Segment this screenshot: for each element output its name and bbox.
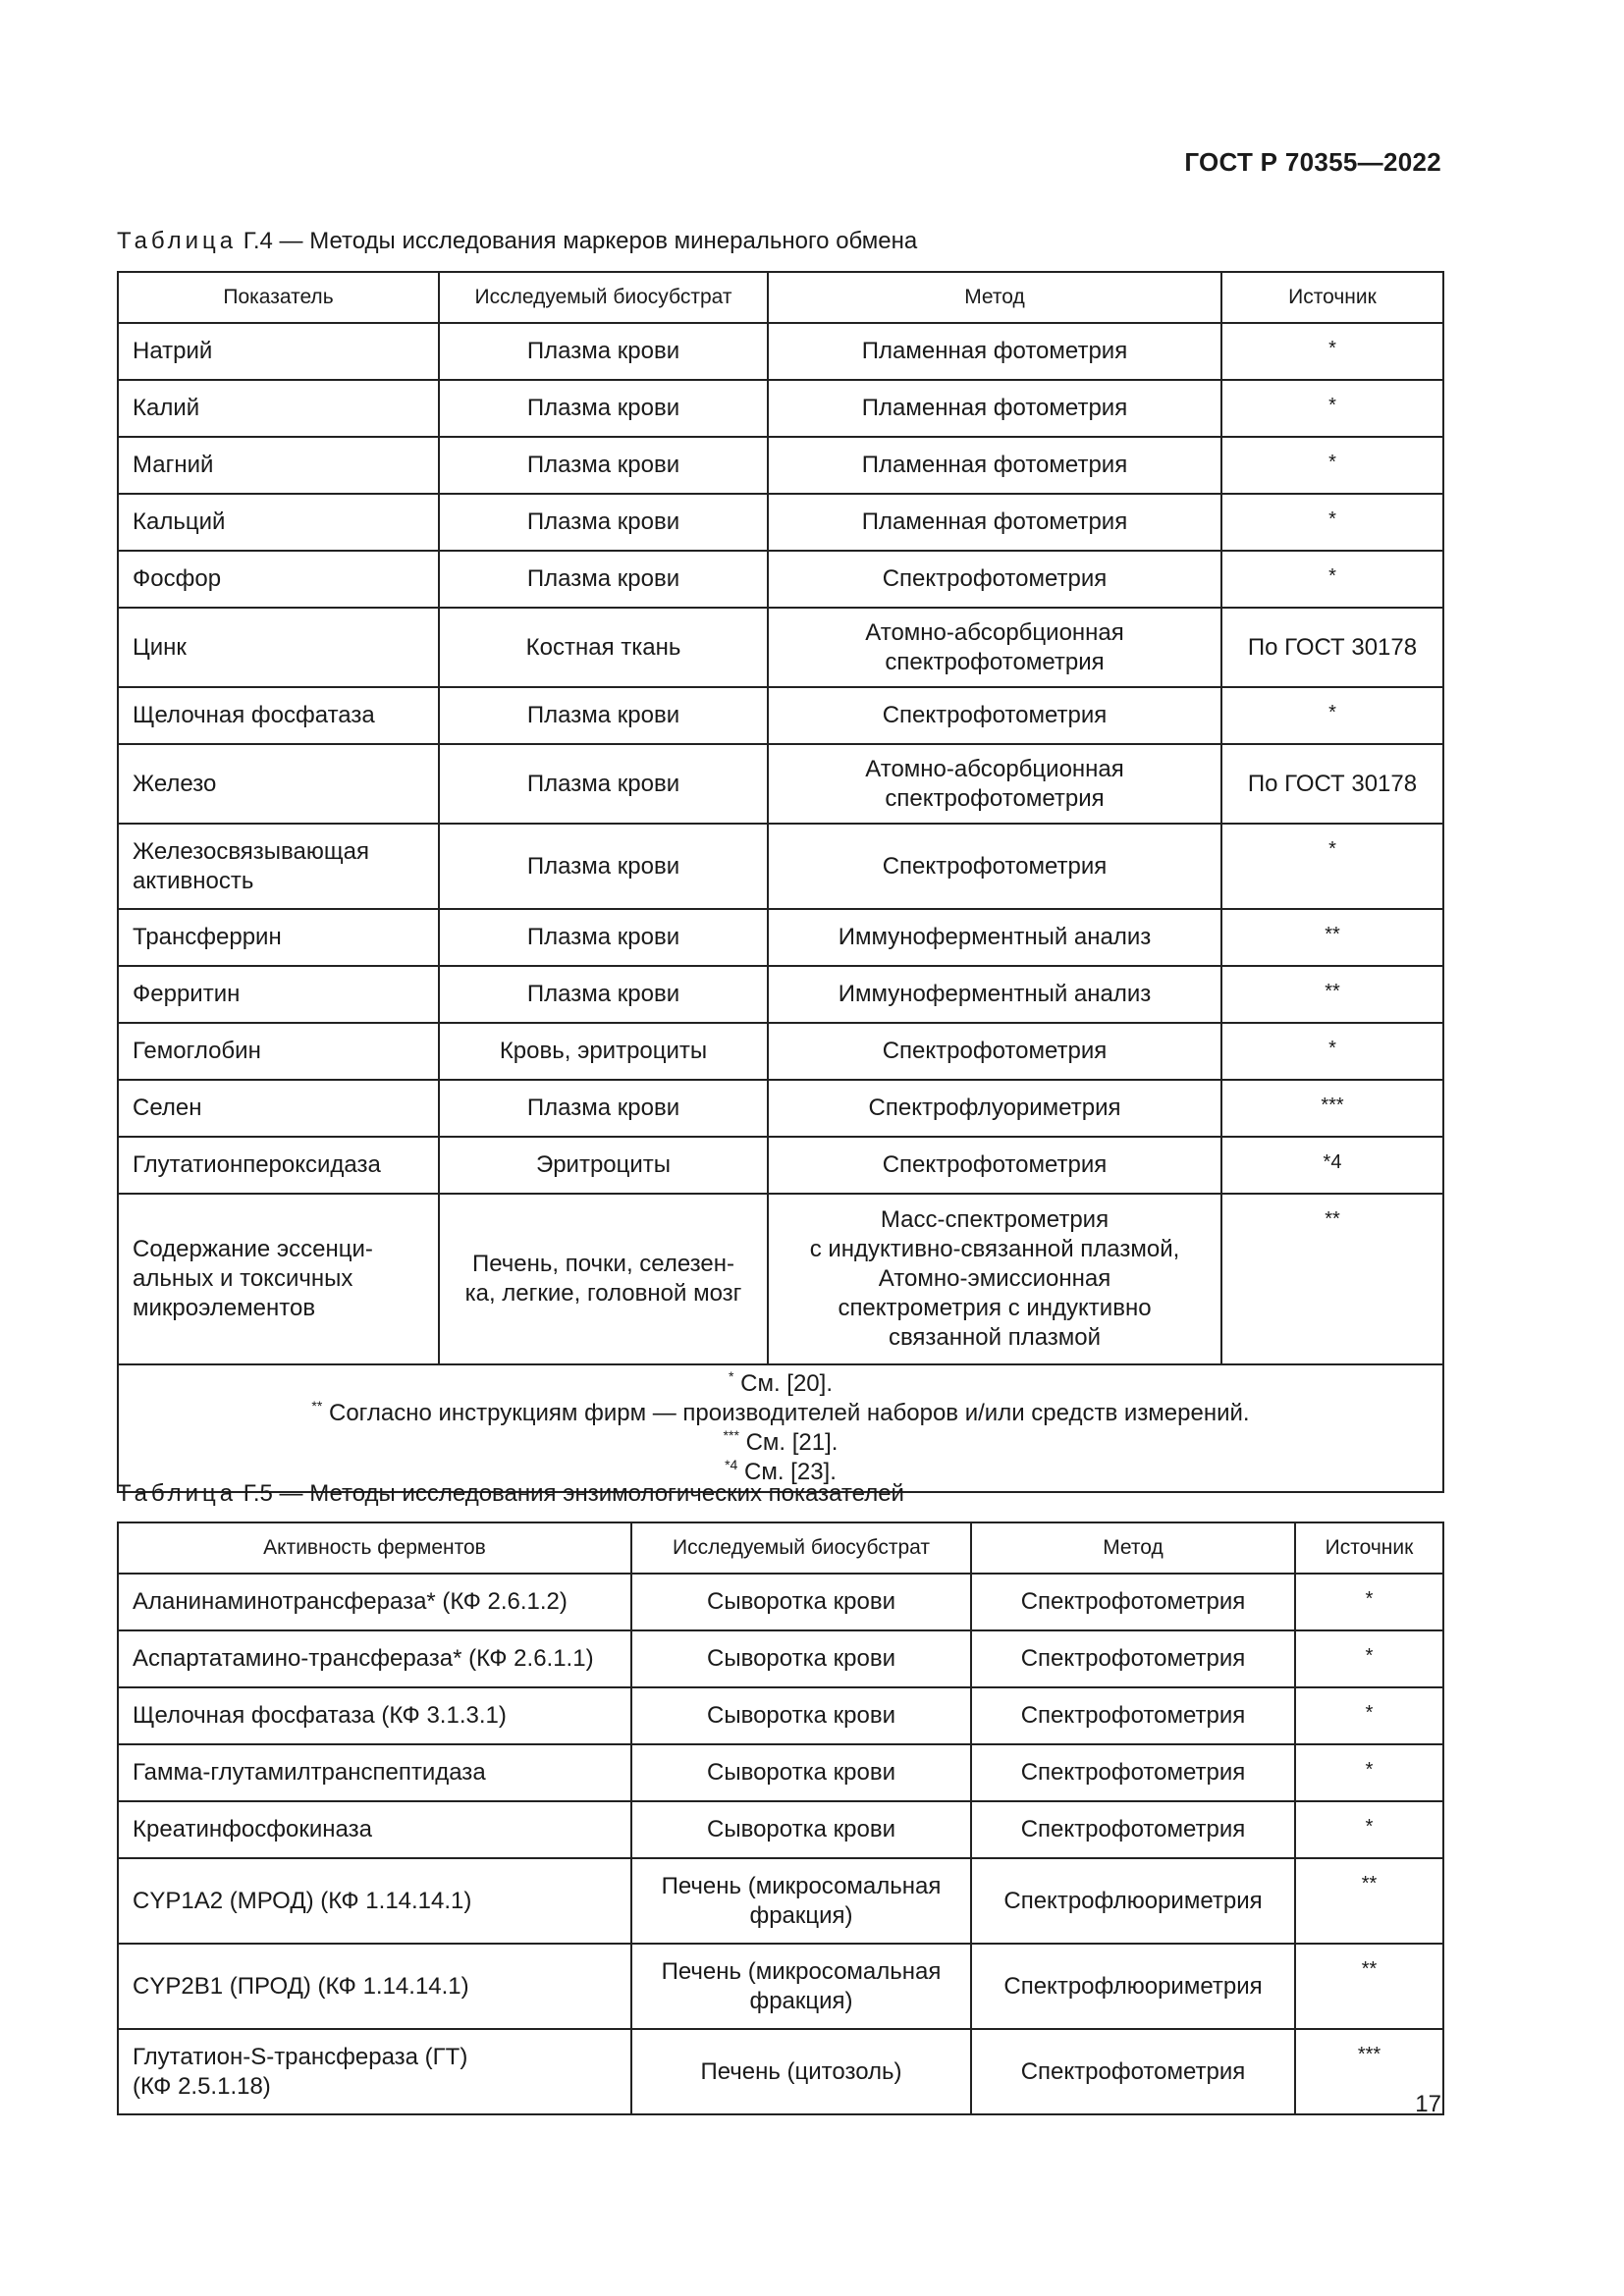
source-cell-line: По ГОСТ 30178: [1247, 633, 1418, 661]
method-cell: [971, 1744, 1295, 1801]
substrate-cell: [439, 687, 768, 744]
method-cell-line: Спектрофлуориметрия: [868, 1095, 1121, 1121]
method-cell-line: спектрофотометрия: [885, 648, 1105, 675]
source-cell-line: *: [1365, 1588, 1374, 1610]
note-line: [133, 1428, 1429, 1458]
source-cell-line: *: [1328, 338, 1336, 359]
substrate-cell: [439, 323, 768, 380]
source-cell-line: **: [1325, 924, 1340, 945]
substrate-cell-line: Костная ткань: [525, 633, 681, 661]
header-cell: Активность ферментов: [118, 1522, 631, 1574]
method-cell: [971, 1574, 1295, 1630]
indicator-cell: [118, 551, 439, 608]
source-cell: [1221, 1137, 1443, 1194]
source-cell-line: По ГОСТ 30178: [1247, 770, 1418, 797]
source-cell: [1221, 824, 1443, 909]
indicator-cell-line: Натрий: [133, 338, 213, 364]
substrate-cell-line: Сыворотка крови: [707, 1759, 895, 1786]
source-cell-line: **: [1325, 981, 1340, 1002]
method-cell: [971, 1630, 1295, 1687]
table-notes: [118, 1364, 1443, 1492]
header-cell: Исследуемый биосубстрат: [631, 1522, 971, 1574]
note-text: Согласно инструкциям фирм — производителей наборов и/или средств измерений.: [322, 1400, 1250, 1426]
substrate-cell: [631, 1744, 971, 1801]
substrate-cell: [631, 1858, 971, 1944]
indicator-cell: [118, 380, 439, 437]
method-cell-line: спектрометрия с индуктивно: [838, 1295, 1152, 1321]
source-cell: [1295, 1630, 1443, 1687]
table-row: [118, 494, 1443, 551]
indicator-cell-line: альных и токсичных: [133, 1265, 353, 1292]
table-row: [118, 966, 1443, 1023]
table-row: [118, 1137, 1443, 1194]
source-cell: [1221, 687, 1443, 744]
indicator-cell: [118, 1080, 439, 1137]
method-cell-line: Спектрофотометрия: [882, 852, 1108, 880]
source-cell-line: *: [1365, 1702, 1374, 1724]
note-mark: **: [311, 1398, 323, 1414]
substrate-cell: [439, 1080, 768, 1137]
substrate-cell-line: Сыворотка крови: [707, 1816, 895, 1842]
method-cell-line: Спектрофотометрия: [1020, 1645, 1246, 1672]
enzyme-cell-line: (КФ 2.5.1.18): [133, 2072, 271, 2100]
source-cell-line: *: [1328, 508, 1336, 530]
method-cell-line: Пламенная фотометрия: [861, 338, 1128, 364]
table-row: [118, 1080, 1443, 1137]
indicator-cell-line: Гемоглобин: [133, 1038, 261, 1064]
substrate-cell-line: Плазма крови: [526, 702, 680, 728]
substrate-cell: [631, 2029, 971, 2114]
method-cell: [768, 1023, 1221, 1080]
indicator-cell-line: Цинк: [133, 633, 187, 661]
enzyme-cell: [118, 2029, 631, 2114]
table-4-caption: [117, 228, 917, 255]
substrate-cell: [631, 1630, 971, 1687]
source-cell-line: ***: [1357, 2044, 1381, 2065]
caption-word: Таблица: [117, 1480, 238, 1507]
indicator-cell-line: Селен: [133, 1095, 202, 1121]
method-cell-line: Спектрофотометрия: [882, 565, 1108, 592]
method-cell: [768, 437, 1221, 494]
method-cell: [971, 1944, 1295, 2029]
source-cell: [1221, 494, 1443, 551]
enzyme-cell-line: Аланинаминотрансфераза* (КФ 2.6.1.2): [133, 1588, 568, 1615]
indicator-cell: [118, 909, 439, 966]
source-cell: [1221, 551, 1443, 608]
enzyme-cell-line: Глутатион-S-трансфераза (ГТ): [133, 2043, 468, 2070]
method-cell: [971, 1687, 1295, 1744]
indicator-cell-line: Калий: [133, 395, 200, 421]
source-cell: [1221, 966, 1443, 1023]
substrate-cell-line: Плазма крови: [526, 924, 680, 950]
header-cell: Исследуемый биосубстрат: [439, 272, 768, 323]
method-cell-line: связанной плазмой: [888, 1324, 1102, 1351]
table-row: [118, 1194, 1443, 1364]
substrate-cell-line: Сыворотка крови: [707, 1645, 895, 1672]
source-cell-line: *4: [1323, 1151, 1342, 1173]
substrate-cell: [439, 380, 768, 437]
table-row: [118, 744, 1443, 824]
method-cell-line: Иммуноферментный анализ: [838, 981, 1152, 1007]
substrate-cell: [439, 437, 768, 494]
indicator-cell-line: микроэлементов: [133, 1295, 316, 1321]
method-cell: [768, 1080, 1221, 1137]
source-cell: [1295, 1687, 1443, 1744]
table-5-caption: [117, 1480, 904, 1508]
substrate-cell: [439, 494, 768, 551]
substrate-cell: [439, 1023, 768, 1080]
substrate-cell: [439, 1194, 768, 1364]
source-cell-line: *: [1328, 395, 1336, 416]
table-header-row: [118, 272, 1443, 323]
enzyme-cell-line: Щелочная фосфатаза (КФ 3.1.3.1): [133, 1702, 507, 1729]
indicator-cell-line: Магний: [133, 452, 214, 478]
method-cell-line: с индуктивно-связанной плазмой,: [809, 1236, 1180, 1262]
method-cell: [971, 1801, 1295, 1858]
method-cell-line: Спектрофотометрия: [1020, 1588, 1246, 1615]
substrate-cell: [439, 1137, 768, 1194]
substrate-cell-line: Печень (микросомальная: [661, 1957, 942, 1985]
substrate-cell: [631, 1801, 971, 1858]
indicator-cell: [118, 437, 439, 494]
substrate-cell-line: Печень (микросомальная: [661, 1872, 942, 1899]
method-cell-line: Атомно-абсорбционная: [865, 755, 1124, 782]
caption-text: Г.4 — Методы исследования маркеров минерального обмена: [237, 228, 918, 254]
method-cell: [768, 824, 1221, 909]
method-cell-line: Спектрофотометрия: [882, 1151, 1108, 1178]
note-mark: *: [729, 1368, 734, 1384]
source-cell: [1221, 909, 1443, 966]
source-cell-line: *: [1365, 1759, 1374, 1781]
indicator-cell: [118, 323, 439, 380]
source-cell: [1221, 1194, 1443, 1364]
table-row: [118, 380, 1443, 437]
substrate-cell-line: фракция): [749, 1901, 853, 1929]
method-cell-line: Спектрофотометрия: [882, 702, 1108, 728]
substrate-cell-line: Плазма крови: [526, 981, 680, 1007]
table-row: [118, 909, 1443, 966]
source-cell: [1295, 1801, 1443, 1858]
enzyme-cell-line: CYP1A2 (МРОД) (КФ 1.14.14.1): [133, 1887, 472, 1914]
method-cell: [768, 1194, 1221, 1364]
table-header-row: [118, 1522, 1443, 1574]
substrate-cell: [439, 909, 768, 966]
indicator-cell-line: Ферритин: [133, 981, 241, 1007]
method-cell: [768, 909, 1221, 966]
method-cell-line: Пламенная фотометрия: [861, 508, 1128, 535]
table-row: [118, 323, 1443, 380]
indicator-cell-line: Железо: [133, 770, 217, 797]
source-cell: [1221, 380, 1443, 437]
method-cell: [768, 744, 1221, 824]
substrate-cell: [631, 1687, 971, 1744]
indicator-cell: [118, 494, 439, 551]
method-cell: [768, 608, 1221, 687]
method-cell-line: Масс-спектрометрия: [880, 1206, 1110, 1233]
substrate-cell-line: Печень, почки, селезен-: [471, 1251, 734, 1277]
method-cell-line: Спектрофотометрия: [1020, 1816, 1246, 1842]
source-cell: [1295, 1744, 1443, 1801]
indicator-cell-line: Глутатионпероксидаза: [133, 1151, 381, 1178]
source-cell: [1221, 437, 1443, 494]
substrate-cell-line: Плазма крови: [526, 565, 680, 592]
table-row: [118, 1023, 1443, 1080]
source-cell-line: ***: [1321, 1095, 1344, 1116]
source-cell-line: *: [1328, 565, 1336, 587]
enzyme-cell: [118, 1687, 631, 1744]
source-cell: [1221, 744, 1443, 824]
substrate-cell-line: Плазма крови: [526, 1095, 680, 1121]
enzyme-cell-line: Аспартатамино-трансфераза* (КФ 2.6.1.1): [133, 1645, 594, 1672]
header-cell: Метод: [768, 272, 1221, 323]
header-cell: Источник: [1221, 272, 1443, 323]
substrate-cell-line: Печень (цитозоль): [700, 2057, 902, 2085]
method-cell: [768, 687, 1221, 744]
source-cell: [1295, 1858, 1443, 1944]
method-cell-line: Спектрофлюориметрия: [1003, 1972, 1263, 2000]
indicator-cell-line: Содержание эссенци-: [133, 1236, 373, 1262]
substrate-cell-line: Плазма крови: [526, 770, 680, 797]
method-cell-line: Атомно-эмиссионная: [878, 1265, 1111, 1292]
substrate-cell-line: Сыворотка крови: [707, 1588, 895, 1615]
table-row: [118, 1944, 1443, 2029]
enzyme-cell-line: CYP2B1 (ПРОД) (КФ 1.14.14.1): [133, 1972, 469, 2000]
note-text: См. [21].: [738, 1429, 839, 1456]
substrate-cell-line: Кровь, эритроциты: [499, 1038, 708, 1064]
source-cell: [1221, 1080, 1443, 1137]
note-line: [133, 1399, 1429, 1428]
substrate-cell-line: ка, легкие, головной мозг: [464, 1280, 742, 1307]
header-cell: Показатель: [118, 272, 439, 323]
substrate-cell-line: Сыворотка крови: [707, 1702, 895, 1729]
table-row: [118, 1630, 1443, 1687]
method-cell: [971, 2029, 1295, 2114]
method-cell: [768, 551, 1221, 608]
source-cell: [1221, 1023, 1443, 1080]
substrate-cell-line: Плазма крови: [526, 508, 680, 535]
indicator-cell-line: Кальций: [133, 508, 226, 535]
method-cell: [768, 1137, 1221, 1194]
document-code: ГОСТ Р 70355—2022: [1184, 147, 1441, 177]
indicator-cell: [118, 687, 439, 744]
source-cell: [1295, 1574, 1443, 1630]
substrate-cell: [439, 966, 768, 1023]
header-cell: Метод: [971, 1522, 1295, 1574]
source-cell-line: **: [1361, 1873, 1378, 1895]
source-cell-line: **: [1361, 1958, 1378, 1980]
table-row: [118, 2029, 1443, 2114]
source-cell-line: **: [1325, 1208, 1340, 1230]
source-cell: [1221, 608, 1443, 687]
table-row: [118, 824, 1443, 909]
enzyme-cell-line: Гамма-глутамилтранспептидаза: [133, 1759, 486, 1786]
indicator-cell: [118, 1137, 439, 1194]
indicator-cell: [118, 1194, 439, 1364]
table-5: [117, 1522, 1444, 2115]
substrate-cell-line: Плазма крови: [526, 452, 680, 478]
note-line: [133, 1369, 1429, 1399]
source-cell-line: *: [1328, 838, 1336, 860]
table-row: [118, 687, 1443, 744]
enzyme-cell: [118, 1858, 631, 1944]
method-cell: [768, 323, 1221, 380]
indicator-cell-line: активность: [133, 867, 254, 894]
indicator-cell-line: Фосфор: [133, 565, 222, 592]
table-row: [118, 1858, 1443, 1944]
notes-row: [118, 1364, 1443, 1492]
note-mark: *4: [725, 1457, 738, 1472]
substrate-cell-line: фракция): [749, 1987, 853, 2014]
substrate-cell: [439, 551, 768, 608]
method-cell: [768, 966, 1221, 1023]
caption-word: Таблица: [117, 228, 238, 254]
page-number: 17: [1415, 2091, 1441, 2117]
indicator-cell: [118, 824, 439, 909]
indicator-cell-line: Трансферрин: [133, 924, 282, 950]
source-cell: [1295, 1944, 1443, 2029]
method-cell-line: Спектрофлюориметрия: [1003, 1887, 1263, 1914]
source-cell-line: *: [1365, 1816, 1374, 1838]
substrate-cell: [631, 1944, 971, 2029]
enzyme-cell: [118, 1944, 631, 2029]
method-cell-line: спектрофотометрия: [885, 784, 1105, 812]
table-row: [118, 1687, 1443, 1744]
substrate-cell-line: Плазма крови: [526, 852, 680, 880]
source-cell-line: *: [1328, 1038, 1336, 1059]
source-cell-line: *: [1365, 1645, 1374, 1667]
table-row: [118, 1574, 1443, 1630]
indicator-cell: [118, 608, 439, 687]
method-cell: [971, 1858, 1295, 1944]
method-cell: [768, 494, 1221, 551]
table-row: [118, 1744, 1443, 1801]
method-cell: [768, 380, 1221, 437]
note-mark: ***: [723, 1427, 739, 1443]
caption-text: Г.5 — Методы исследования энзимологических показателей: [237, 1480, 904, 1507]
table-row: [118, 1801, 1443, 1858]
note-text: См. [23].: [737, 1459, 837, 1485]
source-cell: [1221, 323, 1443, 380]
indicator-cell-line: Железосвязывающая: [133, 837, 369, 865]
method-cell-line: Иммуноферментный анализ: [838, 924, 1152, 950]
enzyme-cell: [118, 1744, 631, 1801]
substrate-cell: [439, 824, 768, 909]
substrate-cell: [439, 744, 768, 824]
table-row: [118, 551, 1443, 608]
header-cell: Источник: [1295, 1522, 1443, 1574]
method-cell-line: Спектрофотометрия: [882, 1038, 1108, 1064]
method-cell-line: Пламенная фотометрия: [861, 395, 1128, 421]
substrate-cell: [439, 608, 768, 687]
source-cell-line: *: [1328, 702, 1336, 723]
table-row: [118, 437, 1443, 494]
indicator-cell-line: Щелочная фосфатаза: [133, 702, 375, 728]
enzyme-cell-line: Креатинфосфокиназа: [133, 1816, 372, 1842]
method-cell-line: Спектрофотометрия: [1020, 1759, 1246, 1786]
method-cell-line: Пламенная фотометрия: [861, 452, 1128, 478]
method-cell-line: Спектрофотометрия: [1020, 1702, 1246, 1729]
method-cell-line: Атомно-абсорбционная: [865, 618, 1124, 646]
substrate-cell-line: Эритроциты: [535, 1151, 672, 1178]
substrate-cell-line: Плазма крови: [526, 395, 680, 421]
method-cell-line: Спектрофотометрия: [1020, 2057, 1246, 2085]
table-row: [118, 608, 1443, 687]
substrate-cell: [631, 1574, 971, 1630]
substrate-cell-line: Плазма крови: [526, 338, 680, 364]
note-text: См. [20].: [733, 1370, 833, 1397]
indicator-cell: [118, 966, 439, 1023]
enzyme-cell: [118, 1630, 631, 1687]
enzyme-cell: [118, 1801, 631, 1858]
table-4: [117, 271, 1444, 1493]
enzyme-cell: [118, 1574, 631, 1630]
indicator-cell: [118, 744, 439, 824]
indicator-cell: [118, 1023, 439, 1080]
source-cell-line: *: [1328, 452, 1336, 473]
